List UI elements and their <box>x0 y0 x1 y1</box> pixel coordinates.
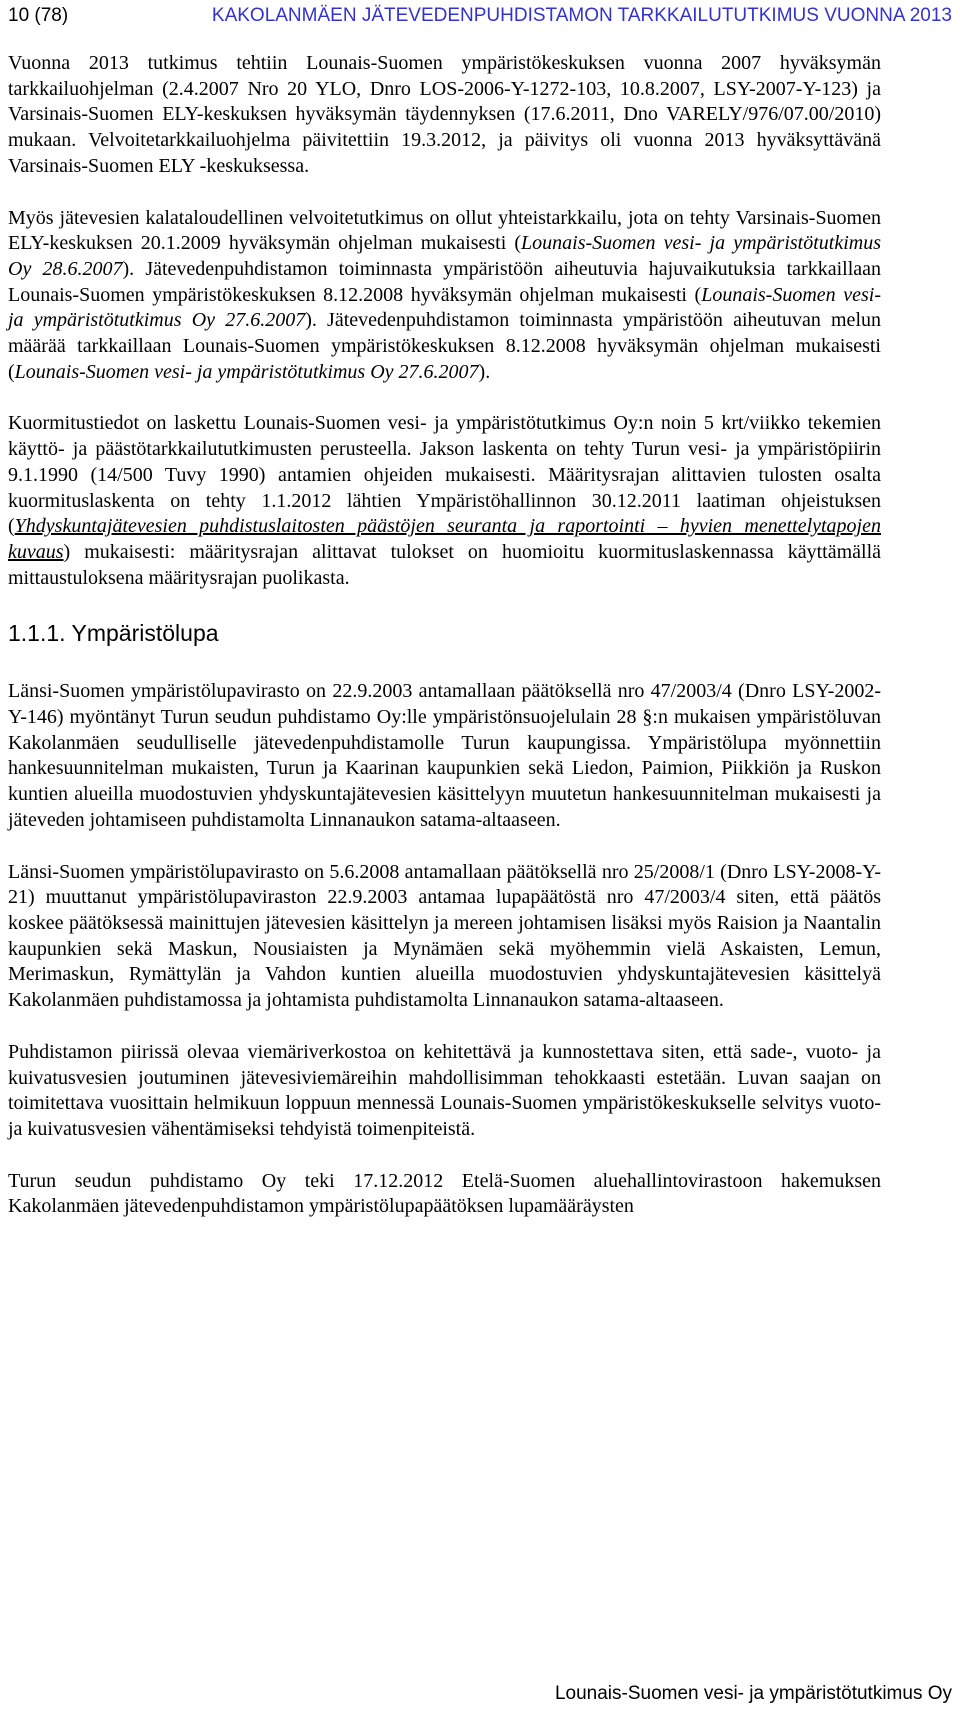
paragraph-application: Turun seudun puhdistamo Oy teki 17.12.2012 Etelä-Suomen aluehallintovirastoon hakemuksen Kakolanmäen jätevedenpuhdistamon ympäristölupapäätöksen lupamääräysten <box>8 1169 881 1218</box>
running-title: KAKOLANMÄEN JÄTEVEDENPUHDISTAMON TARKKAILUTUTKIMUS VUONNA 2013 <box>211 5 952 26</box>
paragraph-sewer-network: Puhdistamon piirissä olevaa viemäriverkostoa on kehitettävä ja kunnostettava siten, että sade-, vuoto- ja kuivatusvesien joutuminen jätevesiviemäreihin mahdollisimman tehokkaasti estetään. Luvan saajan on toimitettava vuosittain helmikuun loppuun mennessä Lounais-Suomen ympäristökeskukselle selvitys vuoto- ja kuivatusvesien vähentämiseksi tehdyistä toimenpiteistä. <box>8 1040 881 1140</box>
paragraph-permit-2008: Länsi-Suomen ympäristölupavirasto on 5.6.2008 antamallaan päätöksellä nro 25/2008/1 (Dnro LSY-2008-Y-21) muuttanut ympäristölupaviraston 22.9.2003 antamaa lupapäätöstä nro 47/2003/4 siten, että päätös koskee päätöksessä mainittujen jätevesien käsittelyn ja mereen johtamisen lisäksi myös Raision ja Naantalin kaupunkien sekä Maskun, Nousiaisten ja Mynämäen sekä myöhemmin vielä Askaisten, Lemun, Merimaskun, Rymättylän ja Vahdon kuntien alueilla muodostuvien yhdyskuntajätevesien käsittelyä Kakolanmäen puhdistamossa ja johtamista puhdistamolta Linnanaukon satama-altaaseen. <box>8 860 881 1012</box>
document-body <box>8 51 881 1246</box>
page-header <box>8 0 952 40</box>
guideline-title: Yhdyskuntajätevesien puhdistuslaitosten päästöjen seuranta ja raportointi – hyvien menettelytapojen kuvaus <box>8 515 881 563</box>
paragraph-program: Vuonna 2013 tutkimus tehtiin Lounais-Suomen ympäristökeskuksen vuonna 2007 hyväksymän tarkkailuohjelman (2.4.2007 Nro 20 YLO, Dnro LOS-2006-Y-1272-103, 10.8.2007, LSY-2007-Y-123) ja Varsinais-Suomen ELY-keskuksen hyväksymän täydennyksen (17.6.2011, Dno VARELY/976/07.00/2010) mukaan. Velvoitetarkkailuohjelma päivitettiin 19.3.2012, ja päivitys oli vuonna 2013 hyväksyttävänä Varsinais-Suomen ELY -keskuksessa. <box>8 52 881 177</box>
citation: Lounais-Suomen vesi- ja ympäristötutkimus Oy 27.6.2007 <box>14 360 479 383</box>
page-number: 10 (78) <box>8 5 69 26</box>
section-heading: 1.1.1. Ympäristölupa <box>8 620 219 647</box>
paragraph-load: Kuormitustiedot on laskettu Lounais-Suomen vesi- ja ympäristötutkimus Oy:n noin 5 krt/viikko tekemien käyttö- ja päästötarkkailututkimusten perusteella. Jakson laskenta on tehty Turun vesi- ja ympäristöpiirin 9.1.1990 (14/500 Tuvy 1990) antamien ohjeiden mukaisesti. Määritysrajan alittavien tulosten osalta kuormituslaskenta on tehty 1.1.2012 lähtien Ympäristöhallinnon 30.12.2011 laatiman ohjeistuksen (Yhdyskuntajätevesien puhdistuslaitosten päästöjen seuranta ja raportointi – hyvien menettelytapojen kuvaus) mukaisesti: määritysrajan alittavat tulokset on huomioitu kuormituslaskennassa käyttämällä mittaustuloksena määritysrajan puolikasta. <box>8 412 881 589</box>
citation: Lounais-Suomen vesi- ja ympäristötutkimus Oy 27.6.2007 <box>8 283 882 332</box>
paragraph-permit-2003: Länsi-Suomen ympäristölupavirasto on 22.9.2003 antamallaan päätöksellä nro 47/2003/4 (Dnro LSY-2002-Y-146) myöntänyt Turun seudun puhdistamo Oy:lle ympäristönsuojelulain 28 §:n mukaisen ympäristöluvan Kakolanmäen seudulliselle jätevedenpuhdistamolle Turun kaupungissa. Ympäristölupa myönnettiin hankesuunnitelman mukaisten, Turun ja Kaarinan kaupunkien sekä Liedon, Paimion, Piikkiön ja Ruskon kuntien alueilla muodostuvien yhdyskuntajätevesien käsittelyyn muutetun hankesuunnitelman mukaisesti ja jäteveden johtamiseen puhdistamolta Linnanaukon satama-altaaseen. <box>8 680 881 831</box>
paragraph-fisheries: Myös jätevesien kalataloudellinen velvoitetutkimus on ollut yhteistarkkailu, jota on tehty Varsinais-Suomen ELY-keskuksen 20.1.2009 hyväksymän ohjelman mukaisesti (Lounais-Suomen vesi- ja ympäristötutkimus Oy 28.6.2007). Jätevedenpuhdistamon toiminnasta ympäristöön aiheutuvia hajuvaikutuksia tarkkaillaan Lounais-Suomen ympäristökeskuksen 8.12.2008 hyväksymän ohjelman mukaisesti (Lounais-Suomen vesi- ja ympäristötutkimus Oy 27.6.2007). Jätevedenpuhdistamon toiminnasta ympäristöön aiheutuvan melun määrää tarkkaillaan Lounais-Suomen ympäristökeskuksen 8.12.2008 hyväksymän ohjelman mukaisesti (Lounais-Suomen vesi- ja ympäristötutkimus Oy 27.6.2007). <box>8 206 882 383</box>
page-footer: Lounais-Suomen vesi- ja ympäristötutkimus Oy <box>554 1683 952 1704</box>
citation: Lounais-Suomen vesi- ja ympäristötutkimus Oy 28.6.2007 <box>8 232 881 280</box>
